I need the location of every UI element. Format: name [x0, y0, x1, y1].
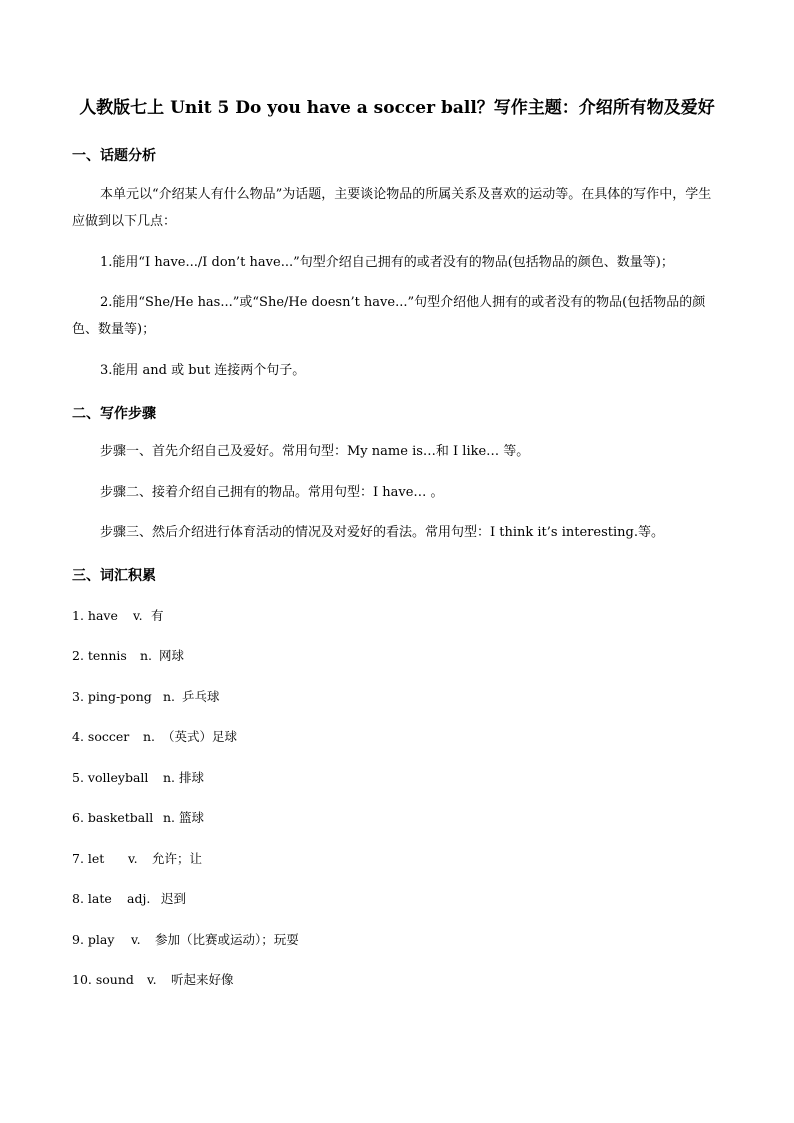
vocab-item	[72, 849, 202, 867]
vocab-pos: n.	[143, 729, 156, 744]
vocab-pos: v.	[133, 608, 143, 623]
vocab-item	[72, 808, 204, 826]
vocab-word: 3. ping-pong	[72, 689, 152, 704]
vocab-word: 10. sound	[72, 972, 134, 987]
point-1: 1.能用“I have.../I don’t have...”句型介绍自己拥有的或者没有的物品(包括物品的颜色、数量等)；	[100, 255, 674, 270]
vocab-item	[72, 768, 204, 786]
vocab-item	[72, 970, 234, 988]
vocab-pos: n.	[163, 810, 176, 825]
intro-paragraph: 本单元以“介绍某人有什么物品”为话题，主要谈论物品的所属关系及喜欢的运动等。在具体的写作中，学生应做到以下几点：	[72, 187, 712, 229]
vocab-meaning: 听起来好像	[171, 972, 234, 987]
vocab-meaning: 参加（比赛或运动）；玩耍	[155, 932, 299, 947]
vocab-word: 5. volleyball	[72, 770, 149, 785]
vocab-pos: n.	[163, 689, 176, 704]
vocab-pos: v.	[131, 932, 141, 947]
vocab-meaning: 排球	[179, 770, 205, 785]
vocab-item	[72, 930, 299, 948]
step-3: 步骤三、然后介绍进行体育活动的情况及对爱好的看法。常用句型：I think it’s interesting.等。	[100, 525, 664, 540]
vocab-item	[72, 727, 237, 745]
vocab-meaning: （英式）足球	[162, 729, 238, 744]
vocab-meaning: 允许；让	[152, 851, 203, 866]
vocab-word: 9. play	[72, 932, 115, 947]
vocab-pos: n.	[163, 770, 176, 785]
vocab-pos: adj.	[127, 891, 151, 906]
vocab-meaning: 网球	[159, 648, 185, 663]
vocab-word: 1. have	[72, 608, 118, 623]
vocab-item	[72, 646, 184, 664]
vocab-item	[72, 889, 186, 907]
section-heading-vocabulary: 三、词汇积累	[72, 568, 156, 584]
step-1: 步骤一、首先介绍自己及爱好。常用句型：My name is…和 I like… 等。	[100, 444, 530, 459]
vocab-word: 6. basketball	[72, 810, 154, 825]
vocab-word: 7. let	[72, 851, 105, 866]
point-3: 3.能用 and 或 but 连接两个句子。	[100, 363, 306, 378]
step-2: 步骤二、接着介绍自己拥有的物品。常用句型：I have… 。	[100, 485, 444, 500]
vocab-meaning: 迟到	[161, 891, 187, 906]
vocab-pos: v.	[128, 851, 138, 866]
vocab-word: 2. tennis	[72, 648, 127, 663]
document-title: 人教版七上 Unit 5 Do you have a soccer ball？写作主题：介绍所有物及爱好	[79, 98, 715, 118]
section-heading-writing-steps: 二、写作步骤	[72, 406, 156, 422]
vocab-meaning: 有	[151, 608, 164, 623]
vocab-word: 4. soccer	[72, 729, 130, 744]
vocab-item	[72, 687, 220, 705]
vocab-pos: v.	[147, 972, 157, 987]
vocab-meaning: 篮球	[179, 810, 205, 825]
vocab-pos: n.	[140, 648, 153, 663]
vocab-meaning: 乒乓球	[182, 689, 220, 704]
section-heading-topic-analysis: 一、话题分析	[72, 148, 156, 164]
vocab-item	[72, 606, 164, 624]
vocab-word: 8. late	[72, 891, 112, 906]
point-2: 2.能用“She/He has...”或“She/He doesn’t have...”句型介绍他人拥有的或者没有的物品(包括物品的颜色、数量等)；	[72, 295, 706, 337]
